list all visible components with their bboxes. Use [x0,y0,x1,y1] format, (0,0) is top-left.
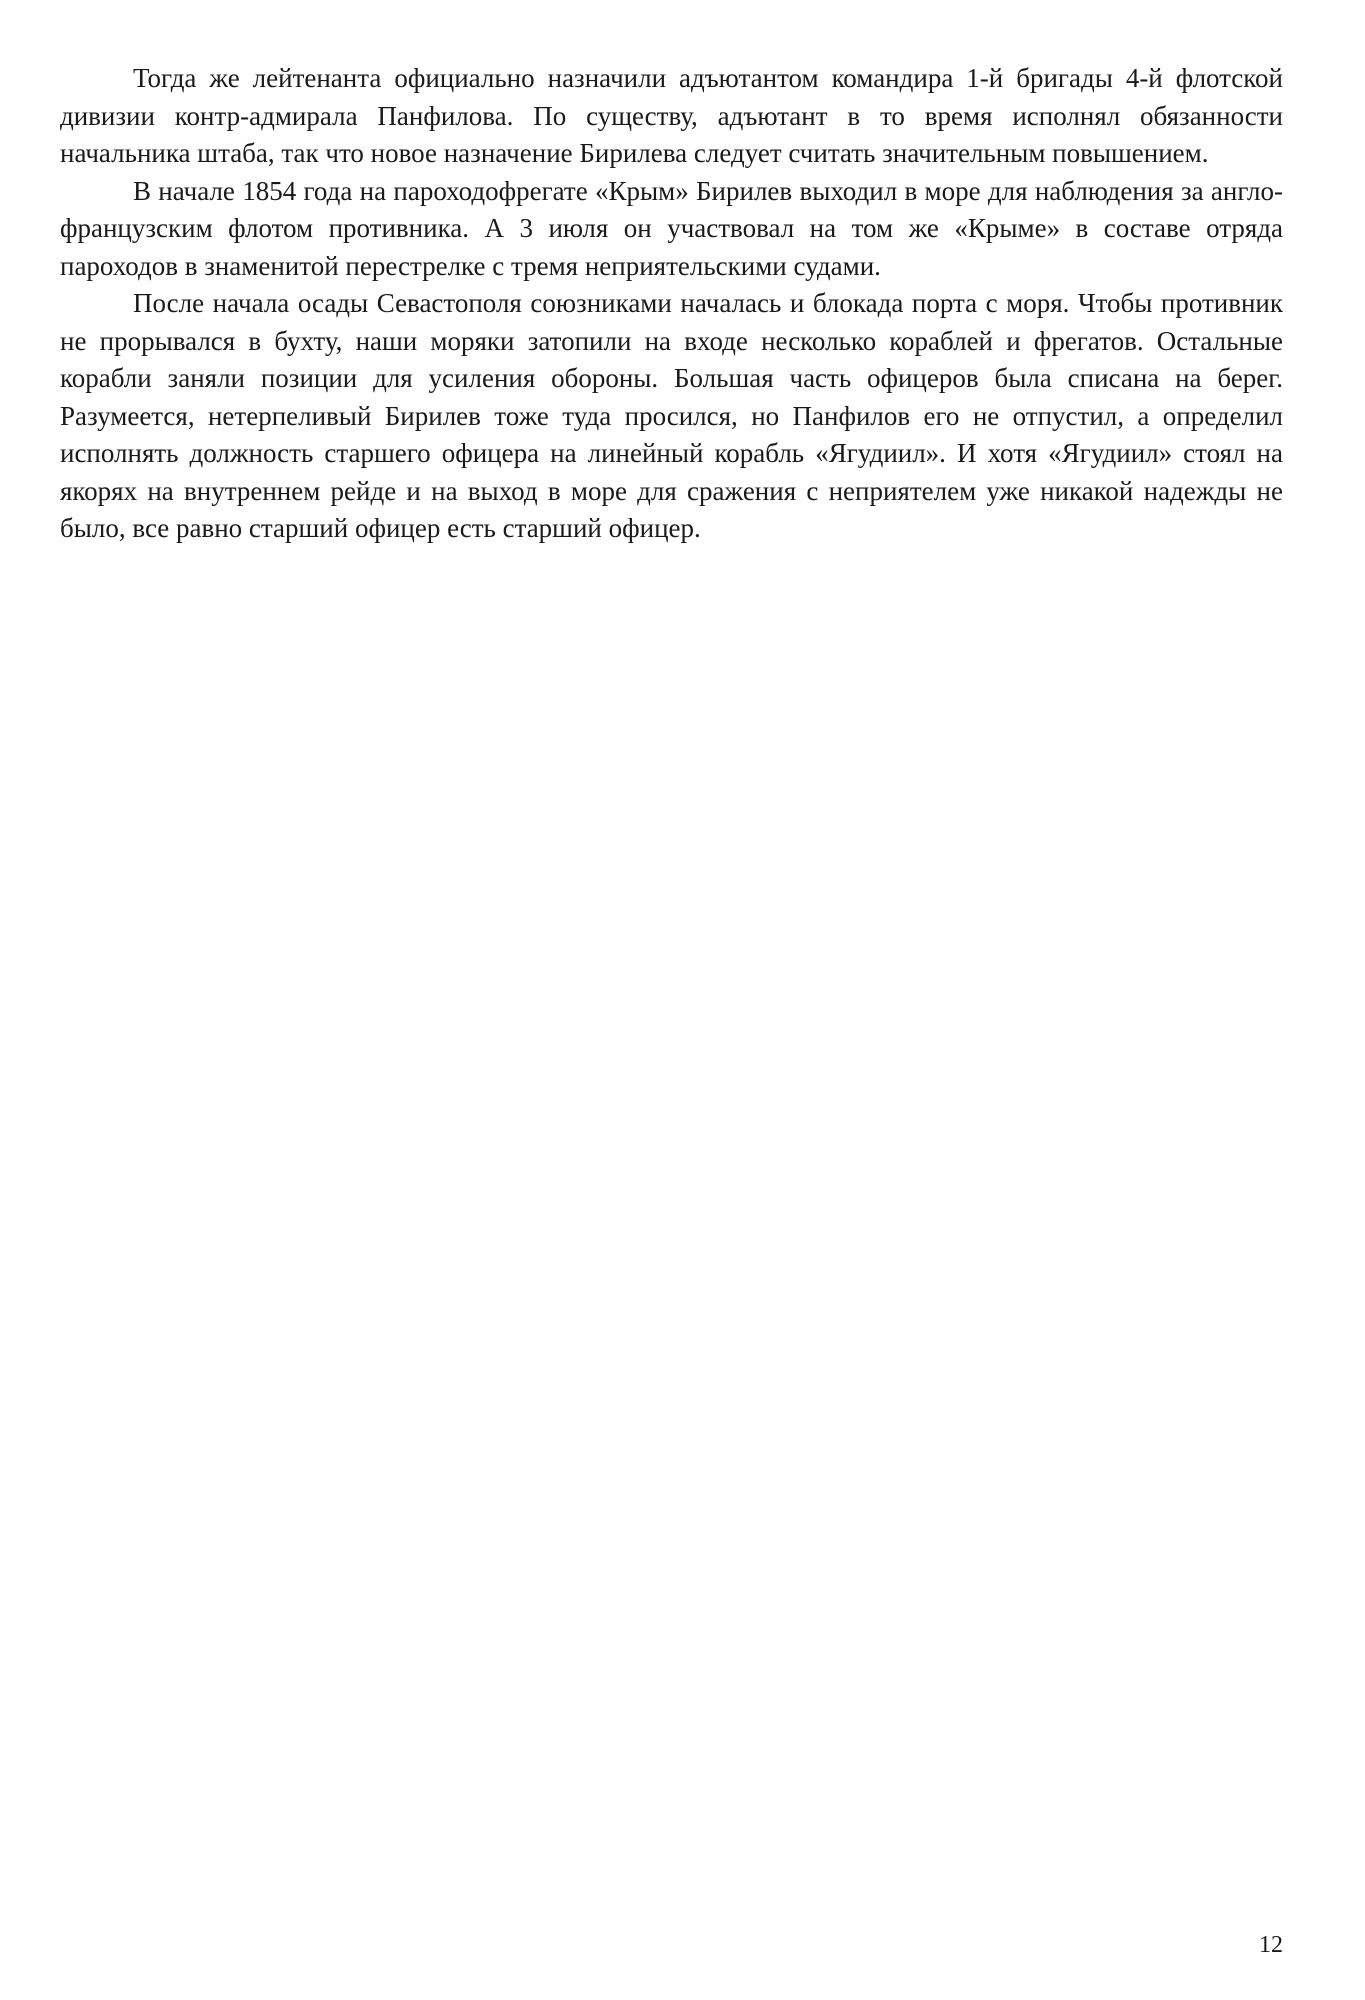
page-number: 12 [1259,1932,1283,1958]
paragraph: Тогда же лейтенанта официально назначили адъютантом командира 1-й бригады 4-й флотской дивизии контр-адмирала Панфилова. По существу, адъютант в то время исполнял обязанности начальника штаба, так что новое назначение Бирилева следует считать значительным повышением. [60,63,1283,168]
body-text [60,60,1283,548]
paragraph: В начале 1854 года на пароходофрегате «Крым» Бирилев выходил в море для наблюдения за англо-французским флотом противника. А 3 июля он участвовал на том же «Крыме» в составе отряда пароходов в знаменитой перестрелке с тремя неприятельскими судами. [60,175,1283,281]
paragraph: После начала осады Севастополя союзниками началась и блокада порта с моря. Чтобы противник не прорывался в бухту, наши моряки затопили на входе несколько кораблей и фрегатов. Остальные корабли заняли позиции для усиления обороны. Большая часть офицеров была списана на берег. Разумеется, нетерпеливый Бирилев тоже туда просился, но Панфилов его не отпустил, а определил исполнять должность старшего офицера на линейный корабль «Ягудиил». И хотя «Ягудиил» стоял на якорях на внутреннем рейде и на выход в море для сражения с неприятелем уже никакой надежды не было, все равно старший офицер есть старший офицер. [60,288,1283,543]
